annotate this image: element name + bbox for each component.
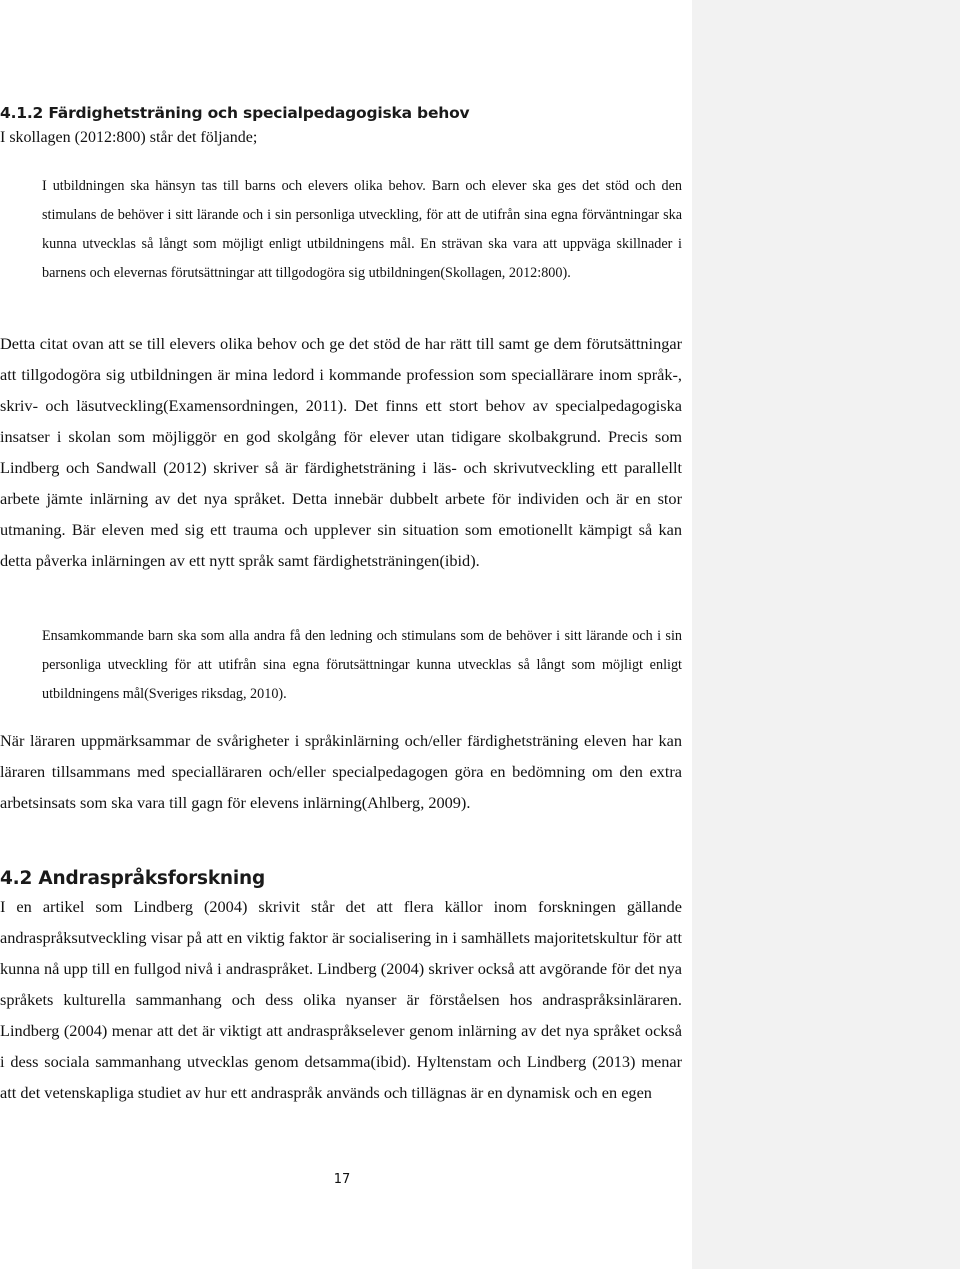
intro-paragraph: I skollagen (2012:800) står det följande;: [0, 129, 258, 146]
section-heading-4-2: 4.2 Andraspråksforskning: [0, 868, 266, 889]
page-number: 17: [333, 1172, 351, 1187]
comment-margin-pane: [692, 0, 960, 1269]
body-paragraph-2: När läraren uppmärksammar de svårigheter i språkinlärning och/eller färdighetsträning eleven har kan läraren tillsammans med specialläraren och/eller specialpedagogen göra en bedömning om den extra arbetsinsats som ska vara till gagn för elevens inlärning(Ahlberg, 2009).: [0, 731, 682, 812]
body-paragraph-3: I en artikel som Lindberg (2004) skrivit står det att flera källor inom forskningen gällande andraspråksutveckling visar på att en viktig faktor är socialisering in i samhällets majoritetskultur för att kunna nå upp till en fullgod nivå i andraspråket. Lindberg (2004) skriver också att avgörande för det nya språkets kulturella sammanhang och dess olika nyanser är förståelsen hos andraspråksinläraren. Lindberg (2004) menar att det är viktigt att andraspråkselever genom inlärning av det nya språket också i dess sociala sammanhang utvecklas genom detsamma(ibid). Hyltenstam och Lindberg (2013) menar att det vetenskapliga studiet av hur ett andraspråk används och tillägnas är en dynamisk och en egen: [0, 897, 682, 1102]
body-paragraph-1: Detta citat ovan att se till elevers olika behov och ge det stöd de har rätt till samt ge dem förutsättningar att tillgodogöra sig utbildningen är mina ledord i kommande profession som speciallärare inom språk-, skriv- och läsutveckling(Examensordningen, 2011). Det finns ett stort behov av specialpedagogiska insatser i skolan som möjliggör en god skolgång för elever utan tidigare skolbakgrund. Precis som Lindberg och Sandwall (2012) skriver så är färdighetsträning i läs- och skrivutveckling ett parallellt arbete jämte inlärning av det nya språket. Detta innebär dubbelt arbete för individen och är en stor utmaning. Bär eleven med sig ett trauma och upplever sin situation som emotionellt kämpigt så kan detta påverka inlärningen av ett nytt språk samt färdighetsträningen(ibid).: [0, 334, 682, 570]
section-heading-4-1-2: 4.1.2 Färdighetsträning och specialpedagogiska behov: [0, 104, 470, 122]
block-quote-riksdag: Ensamkommande barn ska som alla andra få den ledning och stimulans som de behöver i sitt lärande och i sin personliga utveckling för att utifrån sina egna förutsättningar kunna utvecklas så långt som möjligt enligt utbildningens mål(Sveriges riksdag, 2010).: [42, 628, 682, 702]
block-quote-skollagen: I utbildningen ska hänsyn tas till barns och elevers olika behov. Barn och elever ska ges det stöd och den stimulans de behöver i sitt lärande och i sin personliga utveckling, för att de utifrån sina egna förväntningar ska kunna utvecklas så långt som möjligt enligt utbildningens mål. En strävan ska vara att uppväga skillnader i barnens och elevernas förutsättningar att tillgodogöra sig utbildningen(Skollagen, 2012:800).: [42, 178, 682, 281]
